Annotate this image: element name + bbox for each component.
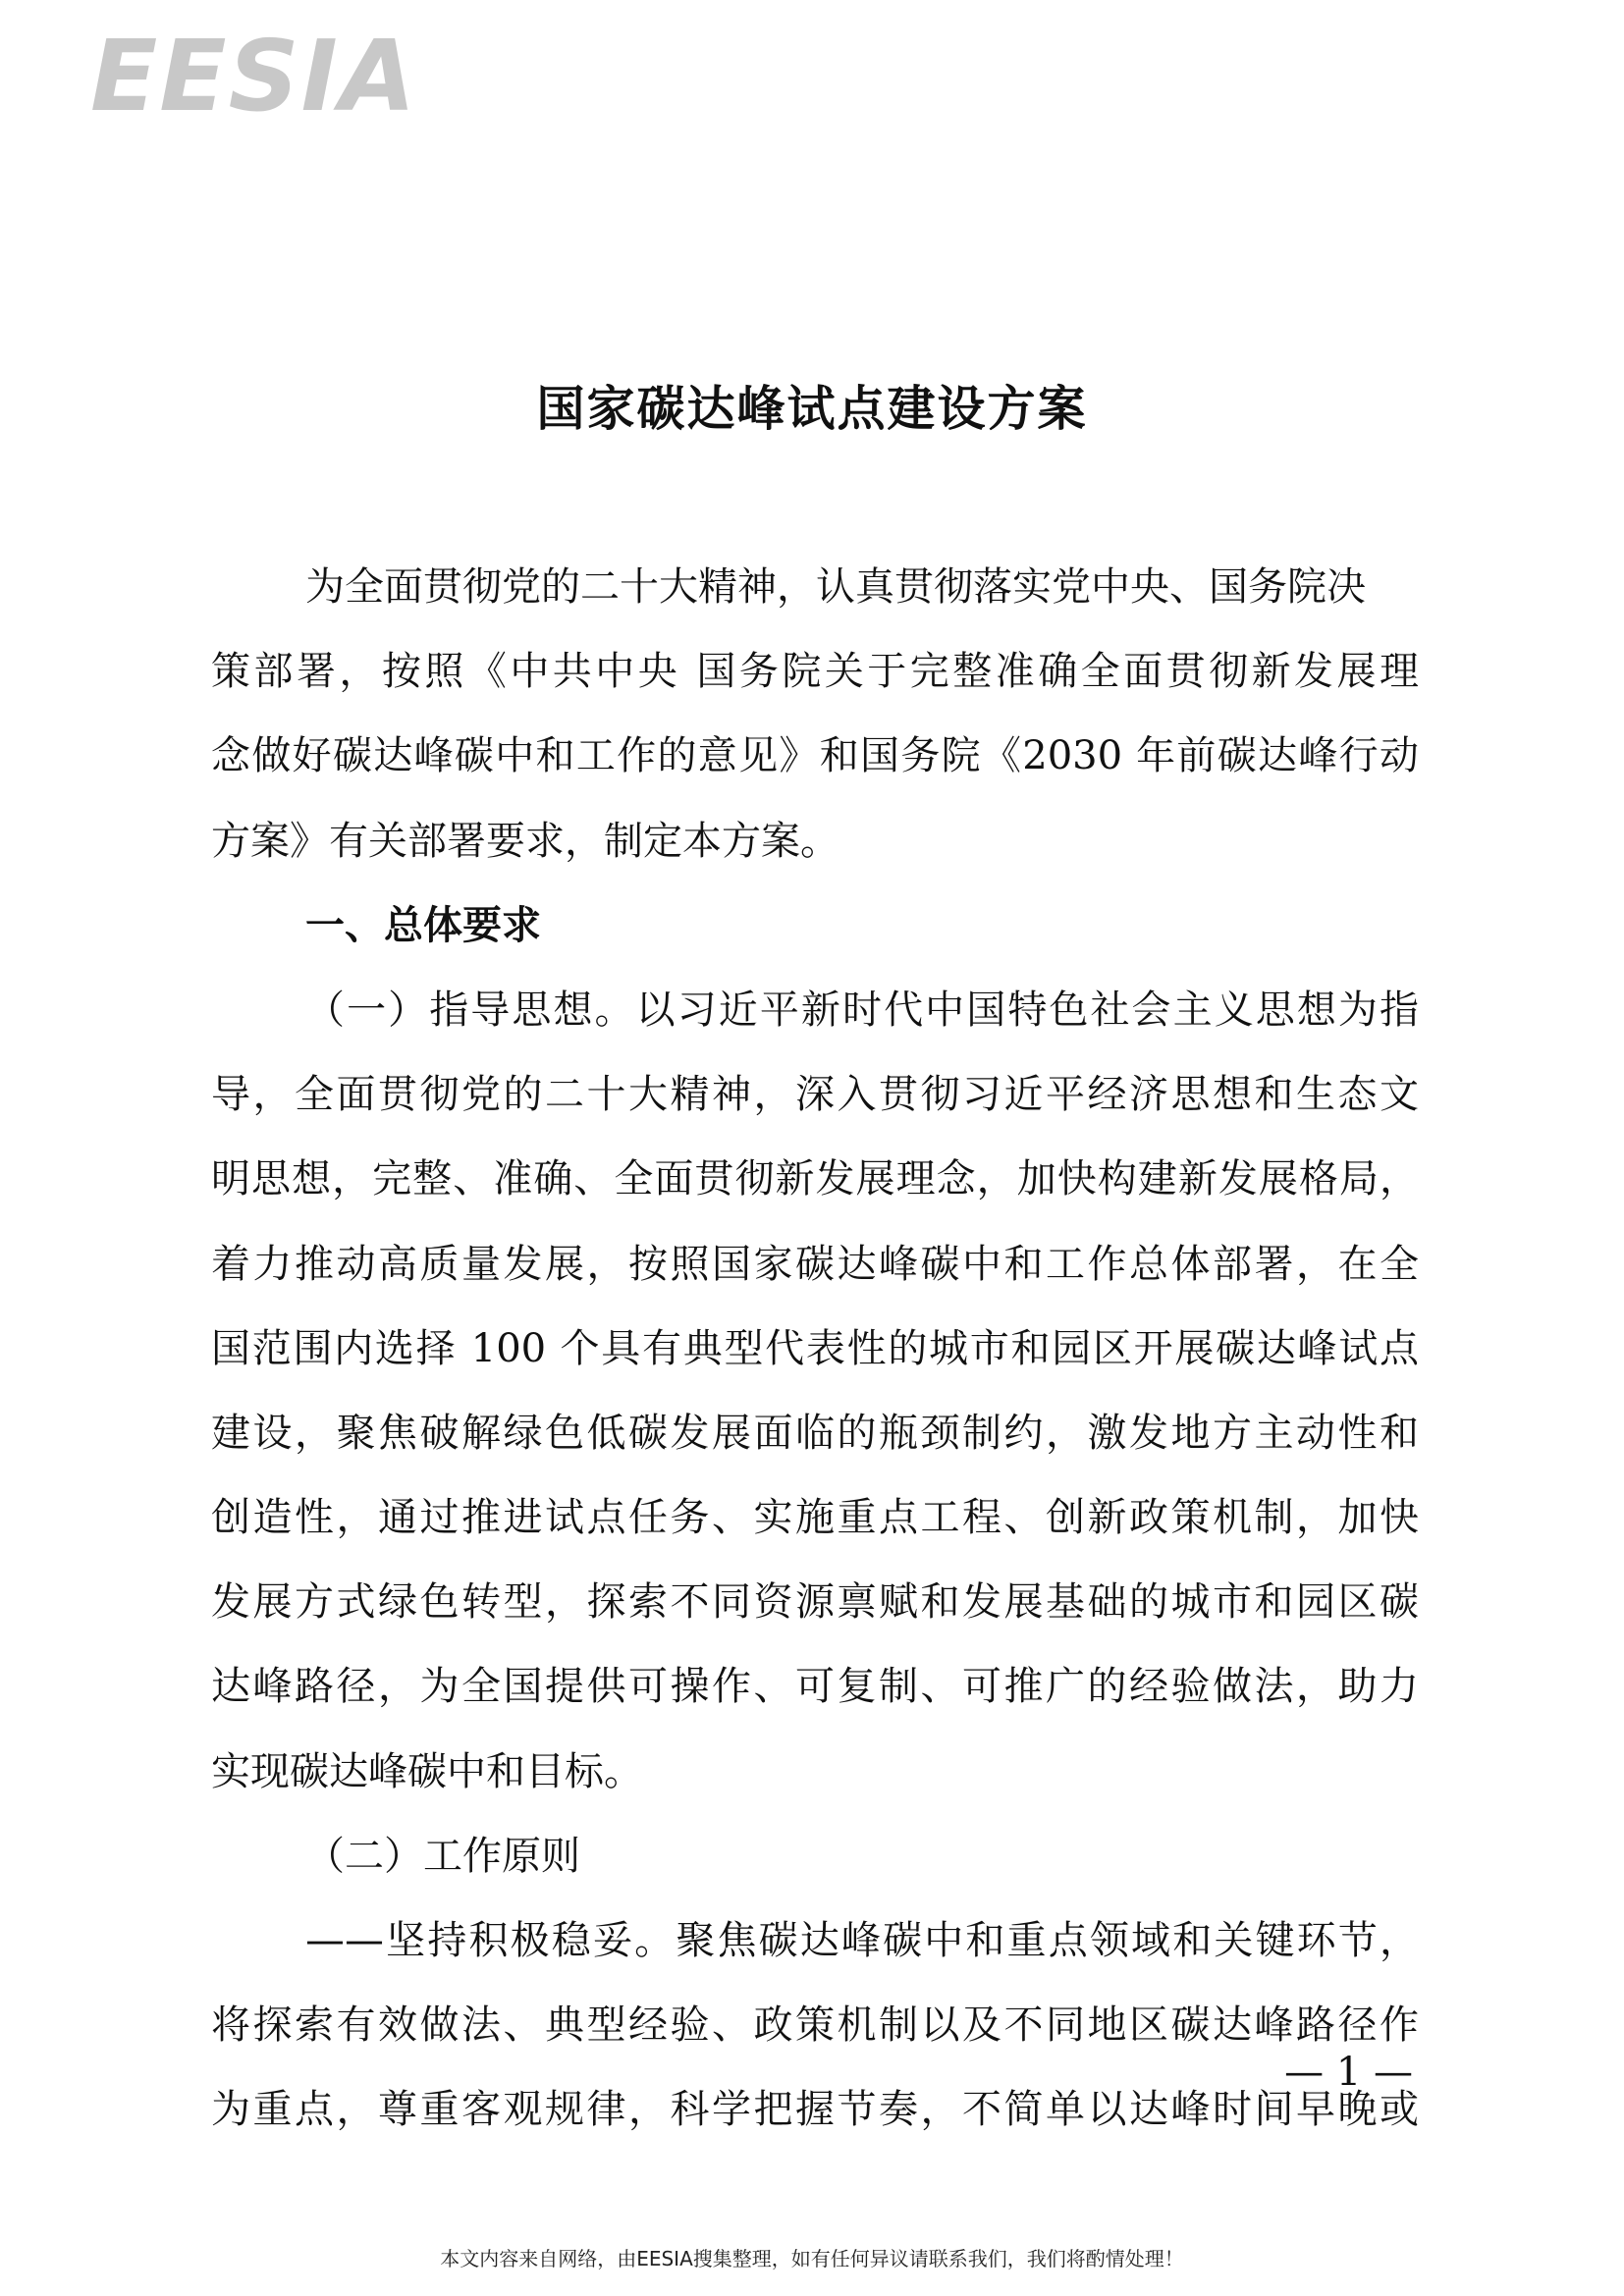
paragraph-text: 以习近平新时代中国特色社会主义思想为指 (635, 987, 1419, 1033)
subsection-heading: （二）工作原则 (305, 1833, 580, 1879)
paragraph-line: 发展方式绿色转型，探索不同资源禀赋和发展基础的城市和园区碳 (211, 1579, 1419, 1626)
paragraph-text: 聚焦碳达峰碳中和重点领域和关键环节， (676, 1918, 1419, 1963)
paragraph-line: 明思想，完整、准确、全面贯彻新发展理念，加快构建新发展格局， (211, 1156, 1419, 1202)
page-number: — 1 — (1284, 2050, 1413, 2095)
paragraph-line: 达峰路径，为全国提供可操作、可复制、可推广的经验做法，助力 (211, 1664, 1419, 1710)
paragraph-line: 为重点，尊重客观规律，科学把握节奏，不简单以达峰时间早晚或 (211, 2087, 1419, 2133)
paragraph-line: 方案》有关部署要求，制定本方案。 (211, 818, 839, 864)
paragraph-line: 策部署，按照《中共中央 国务院关于完整准确全面贯彻新发展理 (211, 649, 1419, 695)
paragraph-line (211, 1898, 1419, 1983)
section-heading: 一、总体要求 (305, 902, 541, 948)
subsection-heading: （一）指导思想。 (305, 987, 636, 1033)
paragraph-line: 念做好碳达峰碳中和工作的意见》和国务院《2030 年前碳达峰行动 (211, 733, 1419, 779)
eesia-logo: EESIA (90, 19, 418, 133)
principle-heading: ——坚持积极稳妥。 (305, 1918, 677, 1963)
paragraph-line: 建设，聚焦破解绿色低碳发展面临的瓶颈制约，激发地方主动性和 (211, 1410, 1419, 1456)
paragraph-line: 导，全面贯彻党的二十大精神，深入贯彻习近平经济思想和生态文 (211, 1072, 1419, 1118)
document-title: 国家碳达峰试点建设方案 (536, 380, 1088, 437)
paragraph-line: 着力推动高质量发展，按照国家碳达峰碳中和工作总体部署，在全 (211, 1241, 1419, 1287)
paragraph-line: 创造性，通过推进试点任务、实施重点工程、创新政策机制，加快 (211, 1495, 1419, 1541)
paragraph-line: 为全面贯彻党的二十大精神，认真贯彻落实党中央、国务院决 (305, 564, 1366, 610)
document-body (211, 545, 1419, 2153)
paragraph-line (211, 1814, 1419, 1898)
paragraph-line: 国范围内选择 100 个具有典型代表性的城市和园区开展碳达峰试点 (211, 1325, 1419, 1371)
paragraph-line: 实现碳达峰碳中和目标。 (211, 1748, 643, 1794)
footer-note: 本文内容来自网络，由EESIA搜集整理，如有任何异议请联系我们，我们将酌情处理！ (440, 2247, 1184, 2270)
paragraph-line (211, 968, 1419, 1052)
paragraph-line: 将探索有效做法、典型经验、政策机制以及不同地区碳达峰路径作 (211, 2002, 1419, 2049)
